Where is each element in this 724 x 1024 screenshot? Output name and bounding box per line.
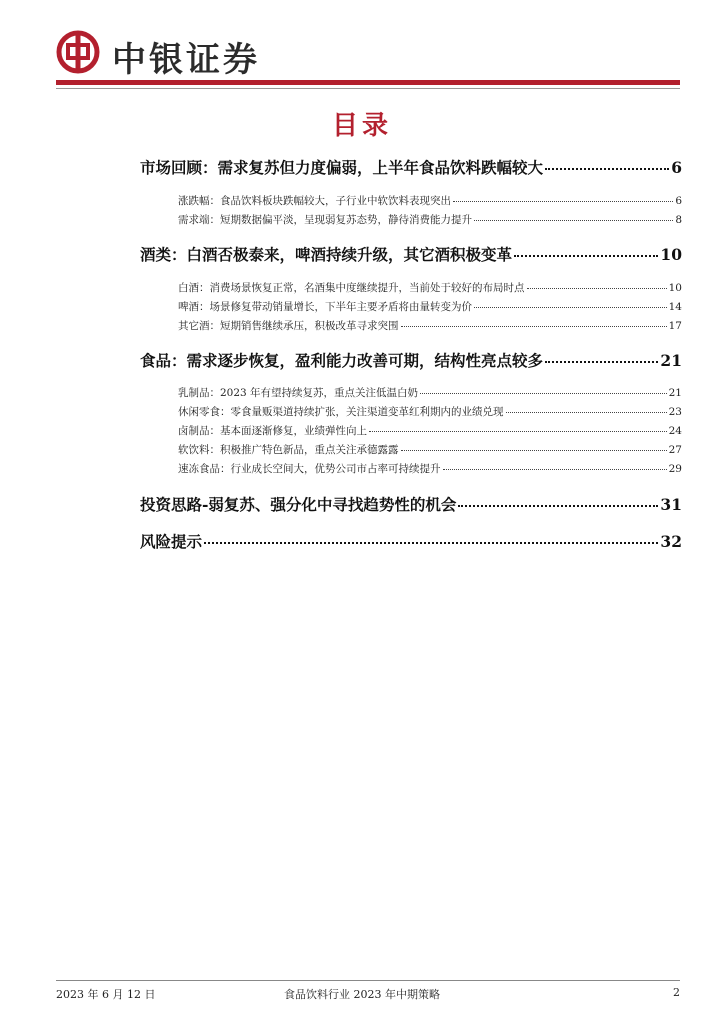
toc-leader-dots [204,542,658,544]
toc-entry-level2[interactable] [178,212,682,227]
toc-entry-text: 啤酒：场景修复带动销量增长，下半年主要矛盾将由量转变为价 [178,301,472,313]
toc-entry-page: 21 [660,351,682,370]
toc-entry-level1[interactable] [140,530,682,552]
toc-entry-level1[interactable] [140,243,682,265]
footer-rule [56,980,680,981]
toc-entry-page: 27 [668,444,682,456]
toc-leader-dots [369,431,667,432]
toc-entry-level1[interactable] [140,493,682,515]
toc-entry-page: 6 [671,158,682,177]
toc-entry-level1[interactable] [140,156,682,178]
toc-entry-level2[interactable] [178,385,682,400]
toc-entry-text: 需求端：短期数据偏平淡，呈现弱复苏态势，静待消费能力提升 [178,214,472,226]
toc-entry-text: 风险提示 [140,532,203,551]
toc-entry-level2[interactable] [178,404,682,419]
header-gray-rule [56,88,680,89]
toc-leader-dots [401,326,667,327]
toc-leader-dots [458,505,658,507]
toc-entry-level1[interactable] [140,349,682,371]
toc-leader-dots [474,220,673,221]
toc-entry-text: 涨跌幅：食品饮料板块跌幅较大，子行业中软饮料表现突出 [178,195,451,207]
toc-entry-page: 10 [660,245,682,264]
toc-title: 目录 [331,111,392,141]
toc-entry-page: 29 [668,463,682,475]
toc-leader-dots [545,168,669,170]
toc-leader-dots [514,255,658,257]
toc-entry-text: 卤制品：基本面逐渐修复，业绩弹性向上 [178,425,367,437]
toc-entry-page: 31 [660,495,682,514]
toc-entry-page: 17 [668,320,682,332]
toc-entry-level2[interactable] [178,193,682,208]
toc-leader-dots [401,450,667,451]
toc-entry-level2[interactable] [178,299,682,314]
toc-entry-page: 10 [668,282,682,294]
toc-entry-page: 23 [668,406,682,418]
toc-entry-level2[interactable] [178,280,682,295]
toc-entry-text: 乳制品：2023 年有望持续复苏，重点关注低温白奶 [178,387,419,399]
page-header [56,30,680,80]
toc-entry-page: 32 [660,532,682,551]
header-red-rule [56,80,680,85]
brand-name: 中银证券 [112,40,260,80]
toc-entry-page: 6 [675,195,682,207]
toc-entry-text: 食品：需求逐步恢复，盈利能力改善可期，结构性亮点较多 [140,351,544,370]
toc-entry-text: 软饮料：积极推广特色新品，重点关注承德露露 [178,444,399,456]
footer-report-title: 食品饮料行业 2023 年中期策略 [284,988,440,1001]
toc-entry-text: 投资思路-弱复苏、强分化中寻找趋势性的机会 [140,495,457,514]
toc-entry-level2[interactable] [178,318,682,333]
toc-entry-page: 8 [675,214,682,226]
toc-entry-level2[interactable] [178,423,682,438]
toc-entry-page: 24 [668,425,682,437]
toc-leader-dots [545,361,658,363]
toc-leader-dots [474,307,667,308]
toc-entry-level2[interactable] [178,442,682,457]
toc-leader-dots [527,288,667,289]
toc-leader-dots [453,201,673,202]
footer-date: 2023 年 6 月 12 日 [56,988,156,1001]
toc-entry-text: 酒类：白酒否极泰来，啤酒持续升级，其它酒积极变革 [140,245,513,264]
toc-entry-text: 白酒：消费场景恢复正常，名酒集中度继续提升，当前处于较好的布局时点 [178,282,525,294]
toc-leader-dots [443,469,667,470]
toc-leader-dots [420,393,667,394]
toc-entry-level2[interactable] [178,461,682,476]
toc-entry-page: 21 [668,387,682,399]
toc-entry-text: 其它酒：短期销售继续承压，积极改革寻求突围 [178,320,399,332]
toc-entry-page: 14 [668,301,682,313]
footer-page-number: 2 [673,986,680,999]
toc-entry-text: 休闲零食：零食量贩渠道持续扩张，关注渠道变革红利期内的业绩兑现 [178,406,504,418]
bank-of-china-logo-icon [56,30,100,74]
toc-leader-dots [506,412,667,413]
toc-entry-text: 市场回顾：需求复苏但力度偏弱，上半年食品饮料跌幅较大 [140,158,544,177]
toc-entry-text: 速冻食品：行业成长空间大，优势公司市占率可持续提升 [178,463,441,475]
